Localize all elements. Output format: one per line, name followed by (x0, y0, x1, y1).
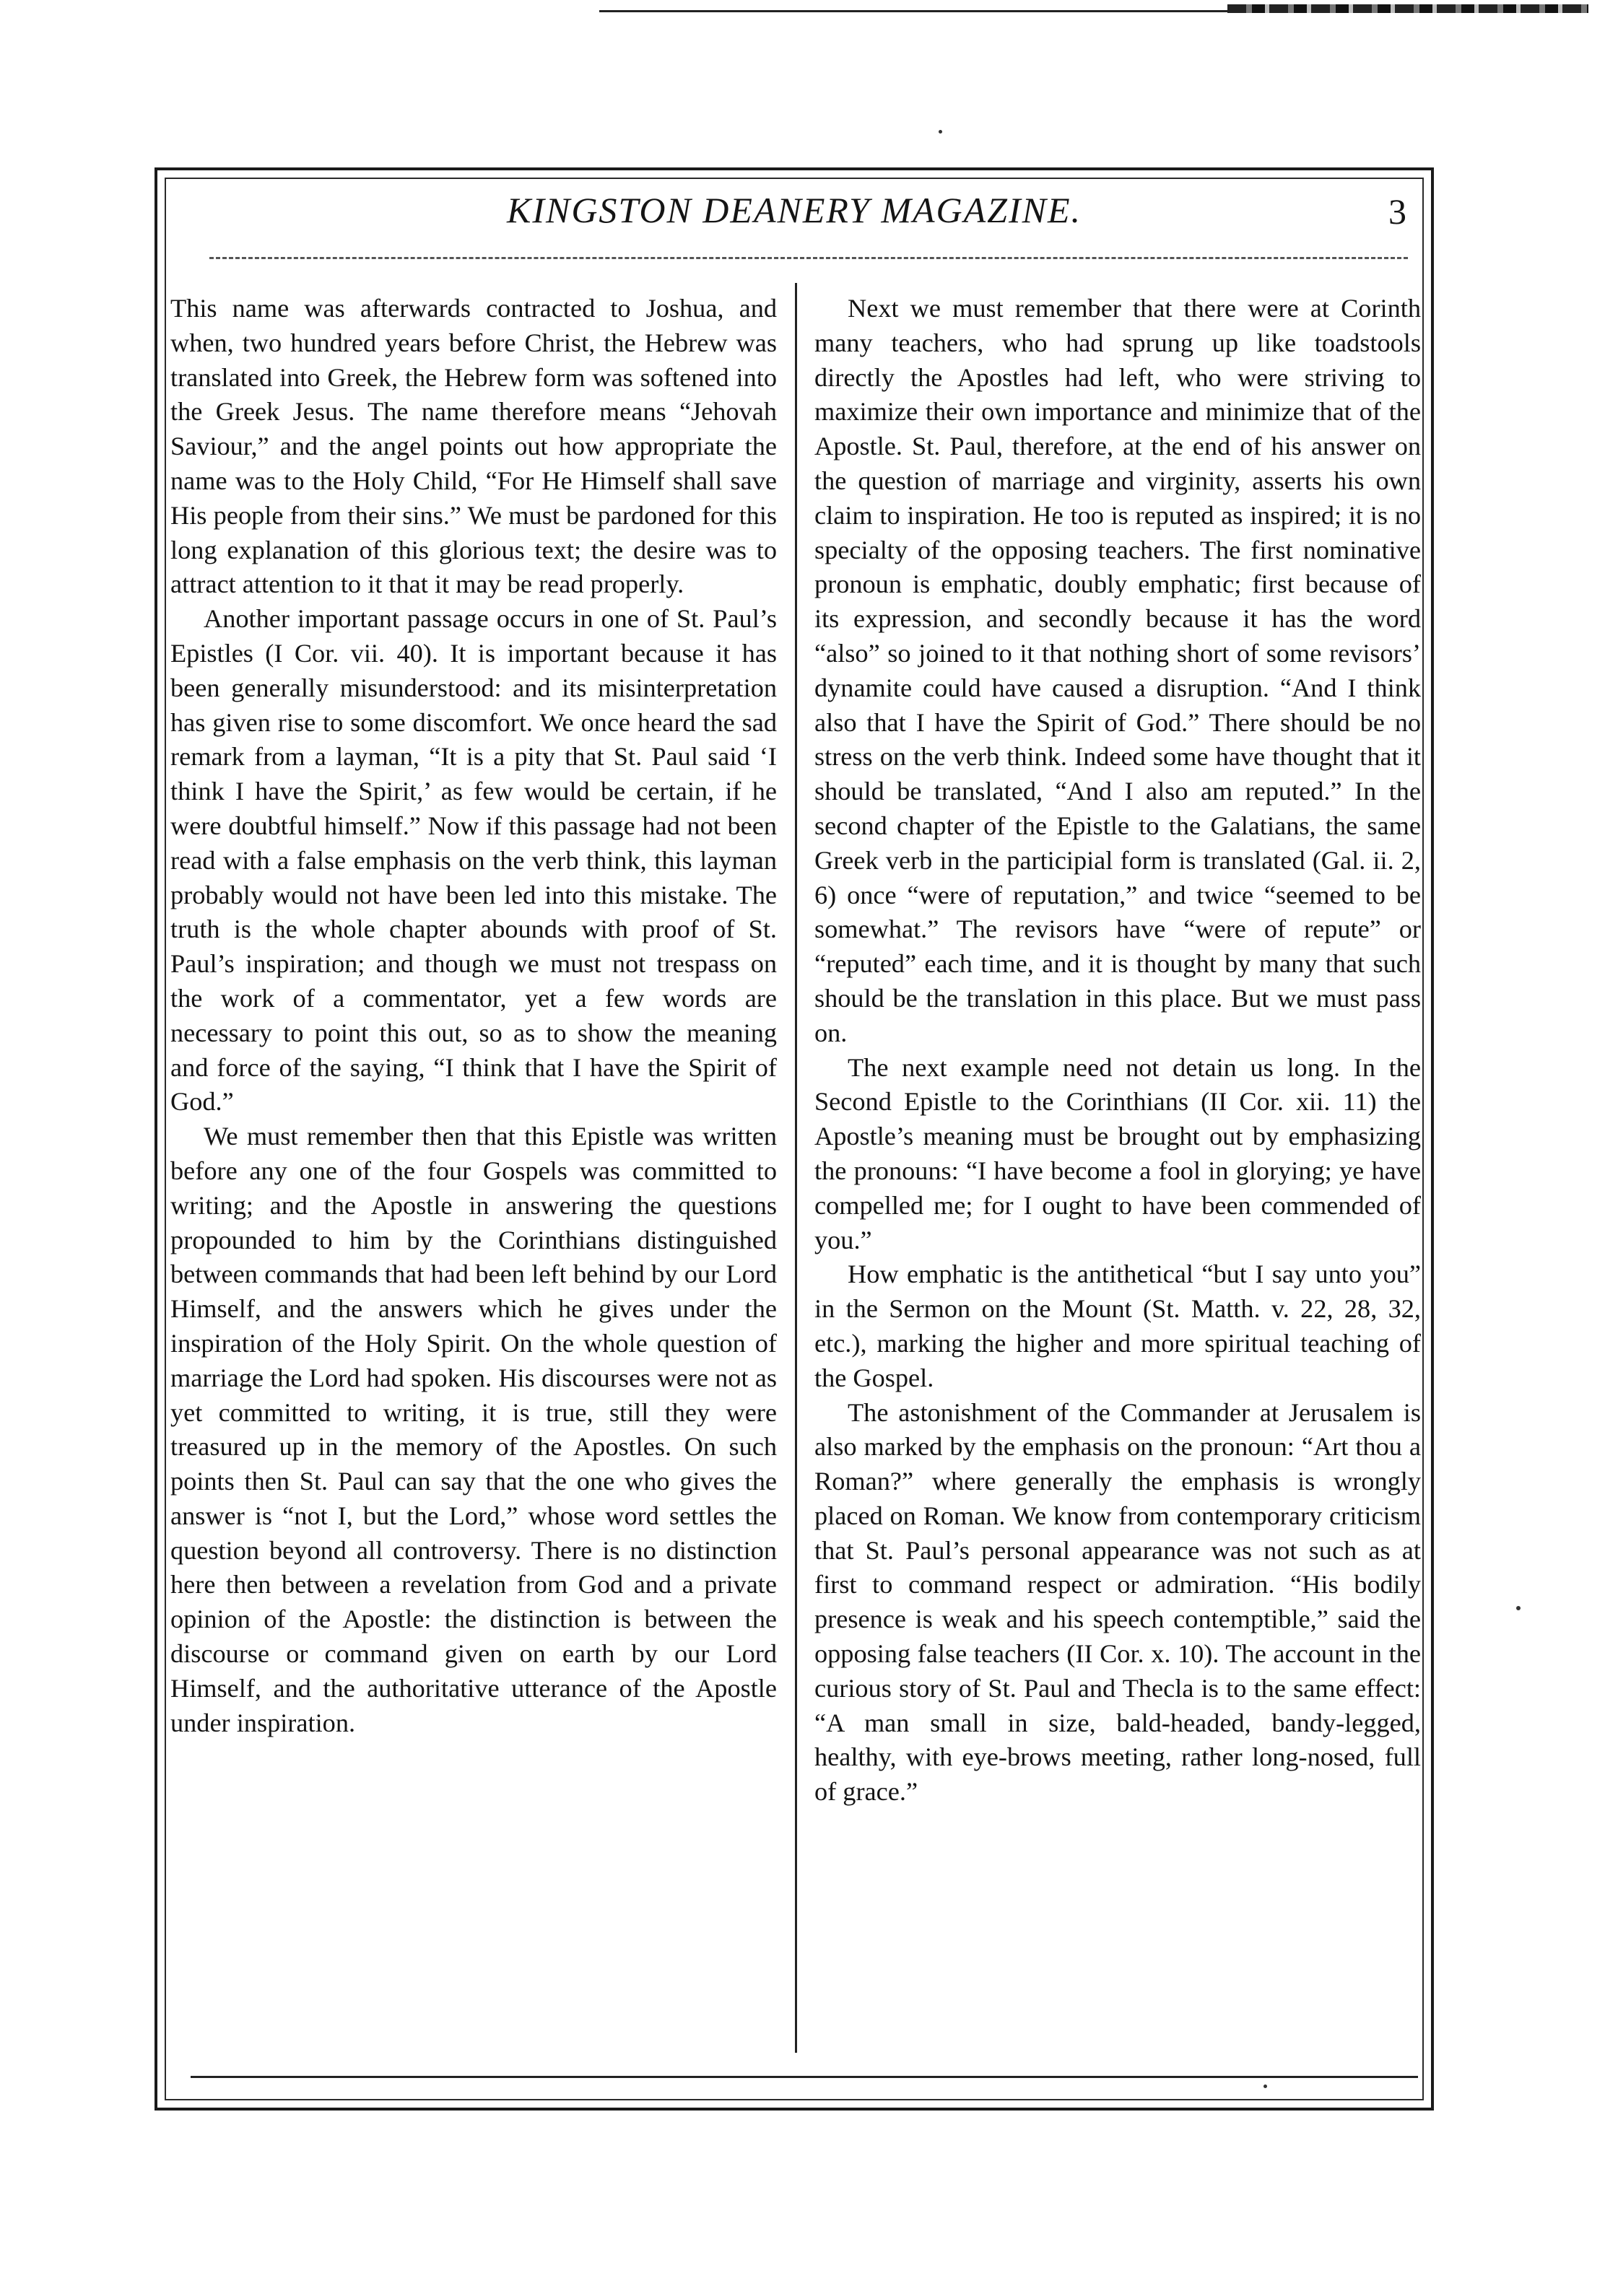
right-column (814, 292, 1421, 1810)
print-speck (939, 130, 942, 134)
page-number: 3 (1388, 191, 1406, 232)
paragraph: We must remember then that this Epistle was written before any one of the four Gospels was committed to writing; and the Apostle in answering the questions propounded to him by the Corinthians distinguished between commands that had been left behind by our Lord Himself, and the answers which he gives under the inspiration of the Holy Spirit. On the whole question of marriage the Lord had spoken. His discourses were not as yet committed to writing, it is true, still they were treasured up in the memory of the Apostles. On such points then St. Paul can say that the one who gives the answer is “not I, but the Lord,” whose word settles the question beyond all controversy. There is no distinction here then between a revelation from God and a private opinion of the Apostle: the distinction is between the discourse or command given on earth by our Lord Himself, and the authoritative utterance of the Apostle under inspiration. (170, 1122, 777, 1737)
magazine-title: KINGSTON DEANERY MAGAZINE. (506, 190, 1082, 230)
left-column (170, 292, 777, 1740)
top-edge-print-mark (1227, 4, 1588, 13)
paragraph: This name was afterwards contracted to Joshua, and when, two hundred years before Christ, the Hebrew was translated into Greek, the Hebrew form was softened into the Greek Jesus. The name therefore means “Jehovah Saviour,” and the angel points out how appropriate the name was to the Holy Child, “For He Himself shall save His people from their sins.” We must be pardoned for this long explanation of this glorious text; the desire was to attract attention to it that it may be read properly. (170, 294, 777, 599)
bottom-rule (191, 2076, 1418, 2078)
running-header (165, 189, 1424, 254)
paragraph: How emphatic is the antithetical “but I say unto you” in the Sermon on the Mount (St. Matth. v. 22, 28, 32, etc.), marking the higher and more spiritual teaching of the Gospel. (814, 1260, 1421, 1392)
paragraph: Another important passage occurs in one of St. Paul’s Epistles (I Cor. vii. 40). It is important because it has been generally misunderstood: and its misinterpretation has given rise to some discomfort. We once heard the sad remark from a layman, “It is a pity that St. Paul said ‘I think I have the Spirit,’ as few would be certain, if he were doubtful himself.” Now if this passage had not been read with a false emphasis on the verb think, this layman probably would not have been led into this mistake. The truth is the whole chapter abounds with proof of St. Paul’s inspiration; and though we must not trespass on the work of a commentator, yet a few words are necessary to point this out, so as to show the meaning and force of the saying, “I think that I have the Spirit of God.” (170, 604, 777, 1117)
paragraph: Next we must remember that there were at Corinth many teachers, who had sprung up like toadstools directly the Apostles had left, who were striving to maximize their own importance and minimize that of the Apostle. St. Paul, therefore, at the end of his answer on the question of marriage and virginity, asserts his own claim to inspiration. He too is reputed as inspired; it is no specialty of the opposing teachers. The first nominative pronoun is emphatic, doubly emphatic; first because of its expression, and secondly because it has the word “also” so joined to it that nothing short of some revisors’ dynamite could have caused a disruption. “And I think also that I have the Spirit of God.” There should be no stress on the verb think. Indeed some have thought that it should be translated, “And I also am reputed.” In the second chapter of the Epistle to the Galatians, the same Greek verb in the participial form is translated (Gal. ii. 2, 6) once “were of reputation,” and twice “seemed to be somewhat.” The revisors have “were of repute” or “reputed” each time, and it is thought by many that such should be the translation in this place. But we must pass on. (814, 294, 1421, 1047)
column-divider (795, 283, 797, 2053)
print-speck (1263, 2085, 1267, 2088)
header-rule (209, 257, 1408, 259)
paragraph: The next example need not detain us long. In the Second Epistle to the Corinthians (II Cor. xii. 11) the Apostle’s meaning must be brought out by emphasizing the pronouns: “I have become a fool in glorying; ye have compelled me; for I ought to have been commended of you.” (814, 1052, 1421, 1254)
print-speck (1516, 1606, 1521, 1610)
paragraph: The astonishment of the Commander at Jerusalem is also marked by the emphasis on the pronoun: “Art thou a Roman?” where generally the emphasis is wrongly placed on Roman. We know from contemporary criticism that St. Paul’s personal appearance was not such as at first to command respect or admiration. “His bodily presence is weak and his speech contemptible,” said the opposing false teachers (II Cor. x. 10). The account in the curious story of St. Paul and Thecla is to the same effect: “A man small in size, bald-headed, bandy-legged, healthy, with eye-brows meeting, rather long-nosed, full of grace.” (814, 1397, 1421, 1807)
